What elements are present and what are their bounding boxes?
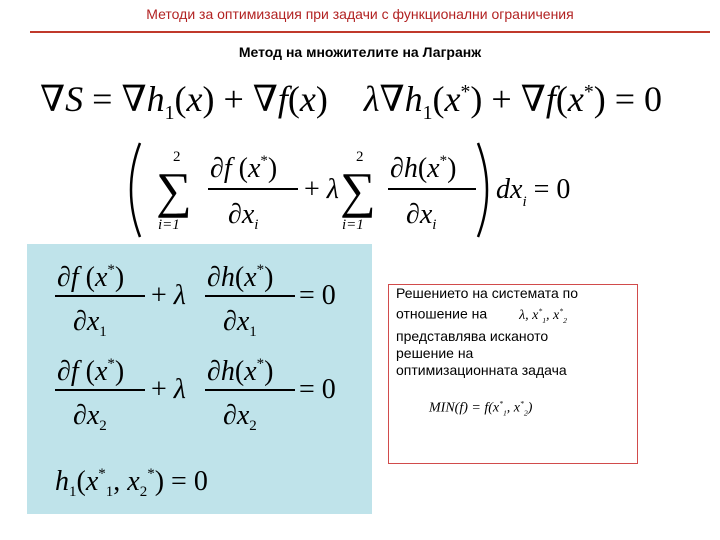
system-equations [27,244,372,514]
svg-text:∂x1: $\partial x_1$ [223,306,257,340]
svg-text:= 0: = 0 [299,280,336,311]
svg-text:∂x1: $\partial x_1$ [73,306,107,340]
title-underline [30,31,710,33]
svg-text:+ λ: + λ [304,174,339,205]
note-variables: λ, $x^*_1$, $x^*_2$ [519,306,567,325]
svg-text:i=1: i=1 [342,217,364,233]
svg-text:dxi = 0: $dx_i = 0$ [496,174,571,210]
svg-text:∂xi: $\partial x_i$ [406,199,437,233]
note-line-3: представлява исканото [396,328,549,345]
svg-text:∂f (x*): ∂f (x*) [57,262,125,293]
svg-text:+ λ: + λ [151,374,186,405]
svg-text:∂xi: $\partial x_i$ [228,199,259,233]
svg-text:∑: ∑ [340,162,376,218]
svg-text:∂h(x*): ∂h(x*) [207,356,274,387]
solution-note [388,284,638,464]
svg-text:∂f (x*): ∂f (x*) [57,356,125,387]
note-line-2 [389,302,637,328]
svg-text:∂x2: $\partial x_2$ [73,400,107,434]
note-line-5: оптимизационната задача [396,362,567,379]
gradient-equation: $\nabla S = \nabla h_1(x) + \nabla f(x)$ $\lambda\nabla h_1(x^*) + \nabla f(x^*) = 0$ [40,79,663,125]
slide-title: Методи за оптимизация при задачи с функционални ограничения [146,6,574,22]
svg-text:= 0: = 0 [299,374,336,405]
svg-text:2: 2 [356,149,364,165]
svg-text:∂h(x*): ∂h(x*) [390,153,457,184]
svg-text:2: 2 [173,149,181,165]
slide-subtitle: Метод на множителите на Лагранж [238,44,482,60]
svg-text:+ λ: + λ [151,280,186,311]
svg-text:∂h(x*): ∂h(x*) [207,262,274,293]
note-line-4: решение на [396,345,474,362]
system-panel [27,244,372,514]
svg-text:h1(x*1, x2*) = 0: $h_1(x^*_1$, $x_2^*) = 0$ [55,466,208,500]
svg-text:i=1: i=1 [158,217,180,233]
svg-text:∑: ∑ [156,162,192,218]
svg-text:∂x2: $\partial x_2$ [223,400,257,434]
note-line-2-text: отношение на [396,305,488,322]
min-formula: $MIN(f) = f(x^*_1$, $x^*_2$) [429,399,533,418]
svg-text:∂f (x*): ∂f (x*) [210,153,278,184]
sum-equation [118,135,598,245]
note-line-1: Решението на системата по [396,285,578,301]
